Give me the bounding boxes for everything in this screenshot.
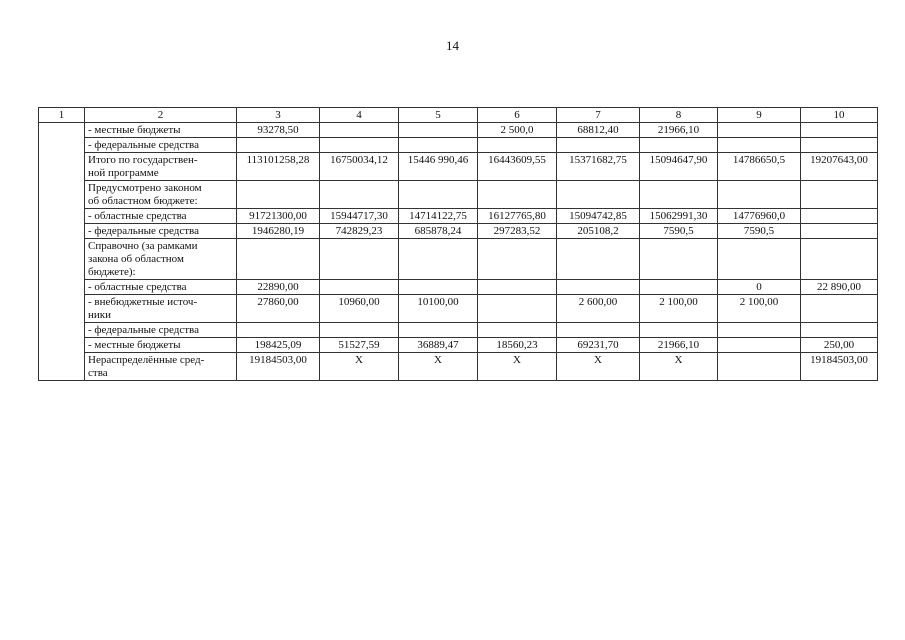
column-header-1: 1 [39, 108, 85, 123]
column-header-3: 3 [237, 108, 320, 123]
budget-table [38, 107, 878, 381]
table-cell [801, 138, 878, 153]
table-cell [640, 181, 718, 209]
table-cell [640, 138, 718, 153]
table-cell [320, 280, 399, 295]
table-cell: Х [320, 353, 399, 381]
table-cell: 19184503,00 [237, 353, 320, 381]
row-label: - федеральные средства [85, 323, 237, 338]
table-cell [718, 239, 801, 280]
table-cell: 36889,47 [399, 338, 478, 353]
row-label: - федеральные средства [85, 138, 237, 153]
table-row [39, 239, 878, 280]
table-cell: Х [399, 353, 478, 381]
row-label: Справочно (за рамками закона об областном бюджете): [85, 239, 237, 280]
table-cell: Х [557, 353, 640, 381]
table-cell [320, 138, 399, 153]
table-cell: 18560,23 [478, 338, 557, 353]
table-cell [237, 181, 320, 209]
table-cell: 15094742,85 [557, 209, 640, 224]
table-cell: 21966,10 [640, 338, 718, 353]
row-label: Нераспределённые сред- ства [85, 353, 237, 381]
table-cell [399, 181, 478, 209]
table-cell [399, 123, 478, 138]
table-cell [320, 323, 399, 338]
column-header-9: 9 [718, 108, 801, 123]
table-cell: 14776960,0 [718, 209, 801, 224]
table-cell: 10100,00 [399, 295, 478, 323]
column-header-2: 2 [85, 108, 237, 123]
row-label: - местные бюджеты [85, 123, 237, 138]
row-label: - местные бюджеты [85, 338, 237, 353]
row-label: - областные средства [85, 209, 237, 224]
table-cell [640, 323, 718, 338]
table-row [39, 209, 878, 224]
row-label: Итого по государствен- ной программе [85, 153, 237, 181]
table-cell: 15944717,30 [320, 209, 399, 224]
table-cell [320, 239, 399, 280]
table-cell: 16750034,12 [320, 153, 399, 181]
table-row [39, 224, 878, 239]
table-cell [801, 209, 878, 224]
table-cell [640, 239, 718, 280]
table-cell [478, 280, 557, 295]
table-row [39, 323, 878, 338]
table-cell: 2 100,00 [640, 295, 718, 323]
table-row [39, 338, 878, 353]
table-cell: 68812,40 [557, 123, 640, 138]
table-row [39, 280, 878, 295]
table-cell: 2 600,00 [557, 295, 640, 323]
table-cell [399, 323, 478, 338]
table-cell [718, 181, 801, 209]
row-label: - федеральные средства [85, 224, 237, 239]
row-label: - областные средства [85, 280, 237, 295]
table-cell: 14786650,5 [718, 153, 801, 181]
table-cell: 15371682,75 [557, 153, 640, 181]
column-header-4: 4 [320, 108, 399, 123]
table-cell: Х [478, 353, 557, 381]
column-header-6: 6 [478, 108, 557, 123]
table-cell: 22 890,00 [801, 280, 878, 295]
table-cell [718, 323, 801, 338]
row-label: - внебюджетные источ- ники [85, 295, 237, 323]
table-cell [557, 280, 640, 295]
table-cell: 2 500,0 [478, 123, 557, 138]
table-cell: 22890,00 [237, 280, 320, 295]
table-cell: 2 100,00 [718, 295, 801, 323]
table-cell [320, 123, 399, 138]
table-body [39, 108, 878, 381]
table-row [39, 353, 878, 381]
column-header-8: 8 [640, 108, 718, 123]
table-cell: 93278,50 [237, 123, 320, 138]
table-cell [718, 353, 801, 381]
table-cell: 7590,5 [718, 224, 801, 239]
table-cell: 69231,70 [557, 338, 640, 353]
table-row [39, 123, 878, 138]
table-cell [478, 239, 557, 280]
table-cell [557, 138, 640, 153]
column-header-10: 10 [801, 108, 878, 123]
table-cell [801, 323, 878, 338]
row-label: Предусмотрено законом об областном бюджете: [85, 181, 237, 209]
table-cell [557, 323, 640, 338]
page-number: 14 [446, 38, 459, 53]
table-cell: 51527,59 [320, 338, 399, 353]
table-cell [718, 123, 801, 138]
table-row [39, 295, 878, 323]
table-cell [718, 338, 801, 353]
table-cell: 1946280,19 [237, 224, 320, 239]
merged-first-column-cell [39, 123, 85, 381]
table-cell: 16443609,55 [478, 153, 557, 181]
table-cell: 15062991,30 [640, 209, 718, 224]
table-cell: 27860,00 [237, 295, 320, 323]
column-header-7: 7 [557, 108, 640, 123]
column-header-5: 5 [399, 108, 478, 123]
table-cell [478, 181, 557, 209]
table-cell: 7590,5 [640, 224, 718, 239]
table-cell: 685878,24 [399, 224, 478, 239]
table-cell [478, 138, 557, 153]
table-cell: 21966,10 [640, 123, 718, 138]
table-cell [399, 280, 478, 295]
table-cell [801, 295, 878, 323]
table-cell [801, 239, 878, 280]
table-cell [557, 239, 640, 280]
header-row [39, 108, 878, 123]
table-cell [557, 181, 640, 209]
table-cell: 91721300,00 [237, 209, 320, 224]
table-cell: 19184503,00 [801, 353, 878, 381]
table-cell [237, 239, 320, 280]
table-cell [237, 323, 320, 338]
table-cell: 19207643,00 [801, 153, 878, 181]
table-cell: 16127765,80 [478, 209, 557, 224]
table-cell [399, 138, 478, 153]
table-cell: 205108,2 [557, 224, 640, 239]
table-cell [478, 323, 557, 338]
table-row [39, 138, 878, 153]
table-cell: 10960,00 [320, 295, 399, 323]
table-cell: 742829,23 [320, 224, 399, 239]
table-cell [640, 280, 718, 295]
table-cell [718, 138, 801, 153]
table-cell: 15094647,90 [640, 153, 718, 181]
table-cell [801, 181, 878, 209]
table-cell [237, 138, 320, 153]
table-cell: 198425,09 [237, 338, 320, 353]
table-row [39, 153, 878, 181]
table-cell: Х [640, 353, 718, 381]
table-cell: 14714122,75 [399, 209, 478, 224]
table-cell: 297283,52 [478, 224, 557, 239]
table-cell [399, 239, 478, 280]
table-cell [320, 181, 399, 209]
table-cell: 15446 990,46 [399, 153, 478, 181]
table-cell: 250,00 [801, 338, 878, 353]
table-cell [801, 224, 878, 239]
table-cell [478, 295, 557, 323]
table-cell [801, 123, 878, 138]
table-row [39, 181, 878, 209]
table-cell: 113101258,28 [237, 153, 320, 181]
table-cell: 0 [718, 280, 801, 295]
